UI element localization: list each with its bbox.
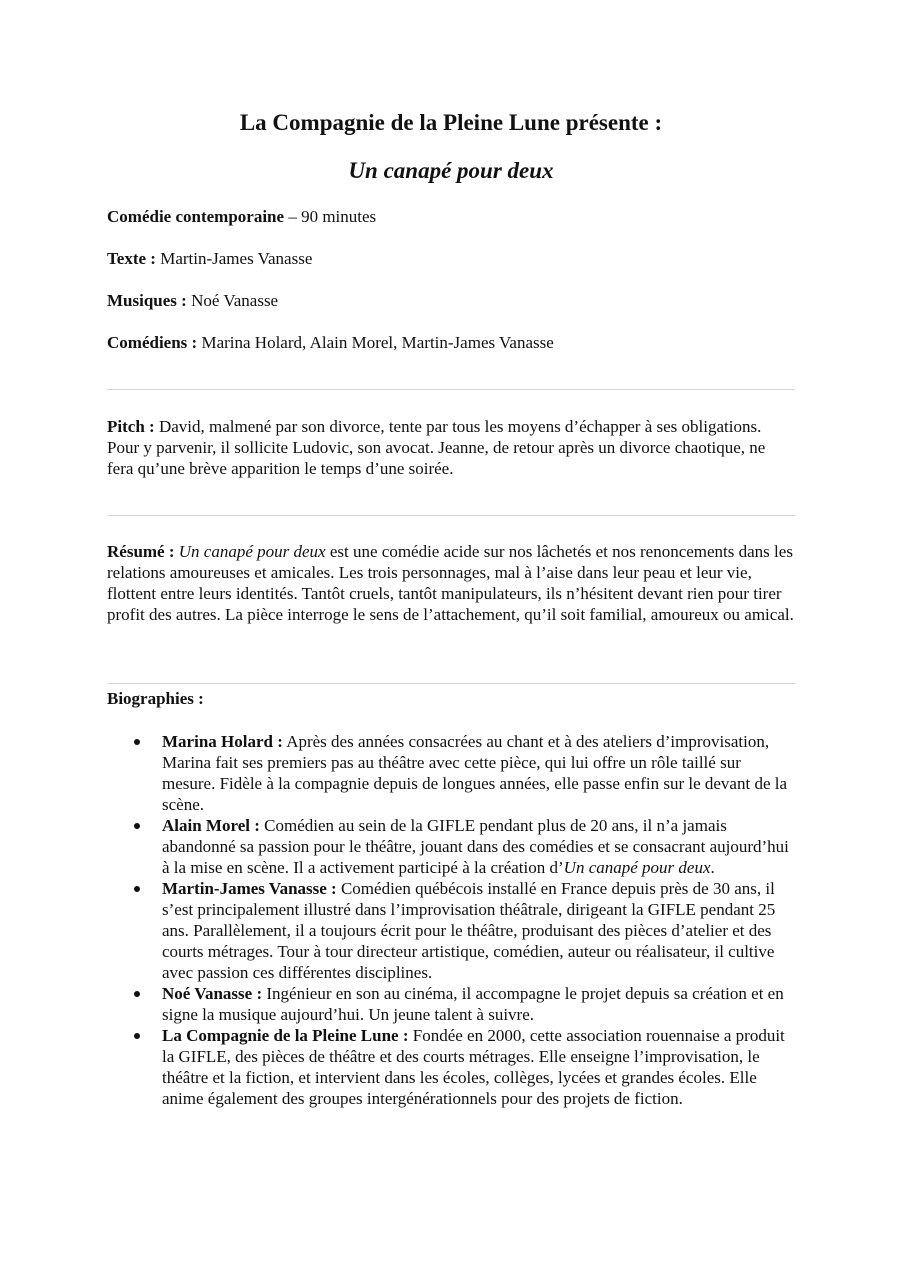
text-label: Texte : [107,249,156,268]
bio-name: Marina Holard : [162,732,283,751]
list-item [107,731,795,815]
page-title: La Compagnie de la Pleine Lune présente : [239,110,663,135]
bio-text: Comédien québécois installé en France depuis près de 30 ans, il s’est principalement illustré dans l’improvisation théâtrale, dirigeant la GIFLE pendant 25 ans. Parallèlement, il a toujours écrit pour le théâtre, produisant des pièces d’atelier et des courts métrages. Tour à tour directeur artistique, comédien, auteur ou réalisateur, il cultive avec passion ces différentes disciplines. [162,879,776,982]
summary-label: Résumé : [107,542,175,561]
pitch-text: David, malmené par son divorce, tente par tous les moyens d’échapper à ses obligations. Pour y parvenir, il sollicite Ludovic, son avocat. Jeanne, de retour après un divorce chaotique, ne fera qu’une brève apparition le temps d’une soirée. [107,417,766,478]
bullet-icon [134,823,140,829]
biographies-list [107,731,795,1109]
bio-italic-title: Un canapé pour deux [563,858,711,877]
list-item [107,1025,795,1109]
bio-text: Comédien au sein de la GIFLE pendant plus de 20 ans, il n’a jamais abandonné sa passion pour le théâtre, jouant dans des comédies et se consacrant aujourd’hui à la mise en scène. Il a activement participé à la création d’ [162,816,789,877]
music-line [107,290,278,311]
genre-line [107,206,376,227]
actors-label: Comédiens : [107,333,198,352]
pitch-paragraph [107,416,795,479]
bio-text: Après des années consacrées au chant et à des ateliers d’improvisation, Marina fait ses premiers pas au théâtre avec cette pièce, qui lui offre un rôle taillé sur mesure. Fidèle à la compagnie depuis de longues années, elle passe enfin sur le devant de la scène. [162,732,788,814]
section-divider [107,515,795,516]
text-author-line [107,248,312,269]
section-divider [107,683,795,684]
biographies-heading-text: Biographies : [107,689,204,708]
bio-tail: . [710,858,715,877]
list-item [107,815,795,878]
bio-text: Fondée en 2000, cette association rouennaise a produit la GIFLE, des pièces de théâtre et des courts métrages. Elle enseigne l’improvisation, le théâtre et la fiction, et intervient dans les écoles, collèges, lycées et grandes écoles. Elle anime également des groupes intergénérationnels pour des projets de fiction. [162,1026,785,1108]
bullet-icon [134,1033,140,1039]
list-item [107,878,795,983]
bullet-icon [134,739,140,745]
bullet-icon [134,991,140,997]
show-title: Un canapé pour deux [348,158,554,183]
music-label: Musiques : [107,291,187,310]
pitch-label: Pitch : [107,417,155,436]
list-item [107,983,795,1025]
bio-text: Ingénieur en son au cinéma, il accompagne le projet depuis sa création et en signe la musique aujourd’hui. Un jeune talent à suivre. [162,984,784,1024]
text-value: Martin-James Vanasse [155,249,313,268]
actors-line [107,332,554,353]
genre-label: Comédie contemporaine [107,207,285,226]
biographies-heading [107,688,795,709]
summary-paragraph [107,541,795,625]
bio-name: Alain Morel : [162,816,260,835]
bio-name: La Compagnie de la Pleine Lune : [162,1026,409,1045]
summary-title: Un canapé pour deux [178,542,326,561]
bullet-icon [134,886,140,892]
actors-value: Marina Holard, Alain Morel, Martin-James Vanasse [197,333,554,352]
bio-name: Martin-James Vanasse : [162,879,337,898]
summary-text: est une comédie acide sur nos lâchetés et nos renoncements dans les relations amoureuses et amicales. Les trois personnages, mal à l’aise dans leur peau et leur vie, flottent entre leurs identités. Tantôt cruels, tantôt manipulateurs, ils n’hésitent devant rien pour tirer profit des autres. La pièce interroge le sens de l’attachement, qu’il soit familial, amoureux ou amical. [107,542,794,624]
genre-value: – 90 minutes [284,207,377,226]
music-value: Noé Vanasse [186,291,279,310]
section-divider [107,389,795,390]
bio-name: Noé Vanasse : [162,984,263,1003]
